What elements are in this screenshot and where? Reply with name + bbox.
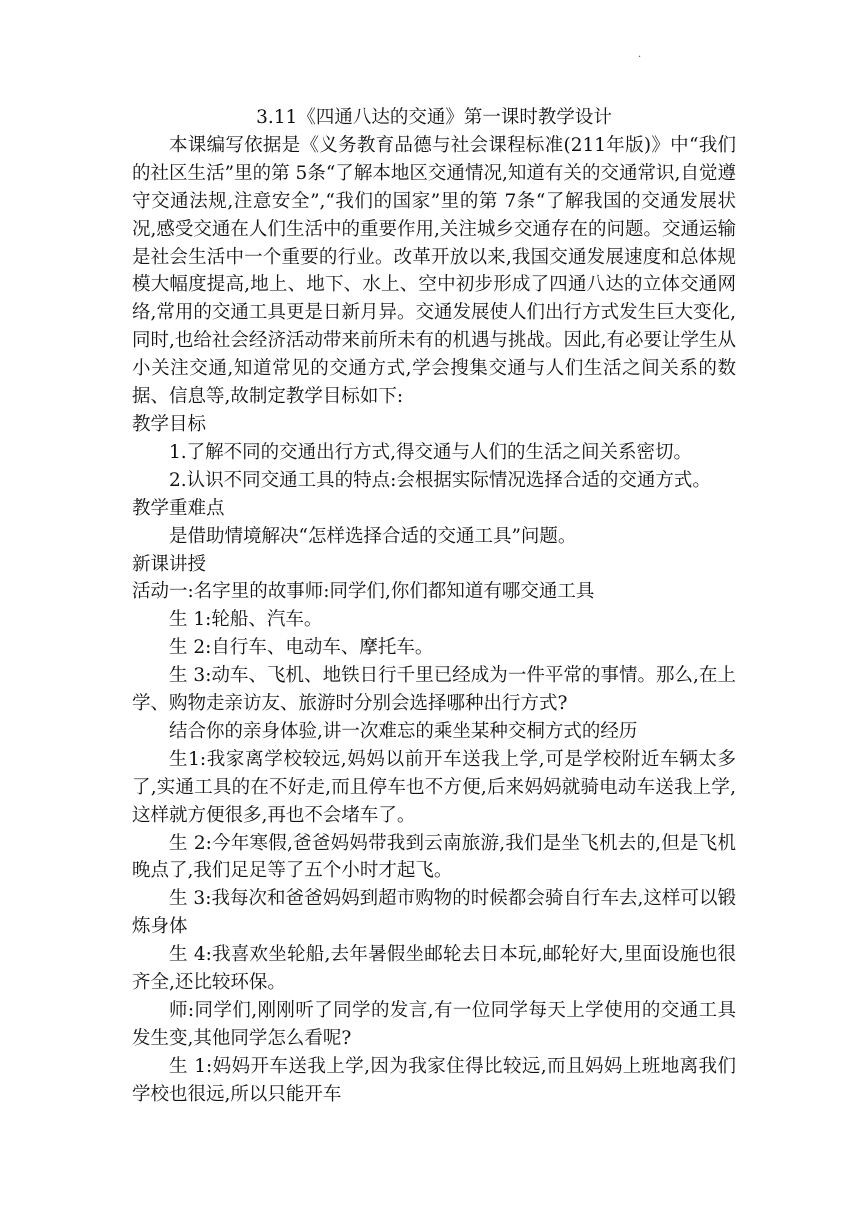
goal-item-2: 2.认识不同交通工具的特点:会根据实际情况选择合适的交通方式。 bbox=[169, 469, 711, 491]
dialogue-line: 生 3:动车、飞机、地铁日行千里已经成为一件平常的事情。那么,在上学、购物走亲访友、旅游时分别会选择哪种出行方式? bbox=[132, 665, 736, 715]
corner-mark: · bbox=[638, 52, 642, 63]
document-page bbox=[132, 104, 736, 1109]
dialogue-line: 生 3:我每次和爸爸妈妈到超市购物的时候都会骑自行车去,这样可以锻炼身体 bbox=[132, 888, 736, 938]
dialogue-line: 生1:我家离学校较远,妈妈以前开车送我上学,可是学校附近车辆太多了,实通工具的在不好走,而且停车也不方便,后来妈妈就骑电动车送我上学,这样就方便很多,再也不会堵车了。 bbox=[132, 748, 736, 826]
dialogue-line: 生 1:妈妈开车送我上学,因为我家住得比较远,而且妈妈上班地离我们学校也很远,所以只能开车 bbox=[132, 1055, 736, 1105]
lesson-heading: 新课讲授 bbox=[132, 553, 207, 575]
dialogue-line: 生 2:自行车、电动车、摩托车。 bbox=[169, 637, 434, 659]
goal-item-1: 1.了解不同的交通出行方式,得交通与人们的生活之间关系密切。 bbox=[169, 441, 693, 463]
activity-heading: 活动一:名字里的故事师:同学们,你们都知道有哪交通工具 bbox=[132, 581, 595, 603]
difficulty-heading: 教学重难点 bbox=[132, 497, 225, 519]
dialogue-line: 生 4:我喜欢坐轮船,去年暑假坐邮轮去日本玩,邮轮好大,里面设施也很齐全,还比较环保。 bbox=[132, 944, 736, 994]
dialogue-line: 结合你的亲身体验,讲一次难忘的乘坐某种交桐方式的经历 bbox=[169, 720, 638, 742]
document-title: 3.11《四通八达的交通》第一课时教学设计 bbox=[256, 107, 612, 128]
dialogue-line: 生 1:轮船、汽车。 bbox=[169, 609, 323, 631]
dialogue-line: 生 2:今年寒假,爸爸妈妈带我到云南旅游,我们是坐飞机去的,但是飞机晚点了,我们足足等了五个小时才起飞。 bbox=[132, 832, 736, 882]
intro-paragraph: 本课编写依据是《义务教育品德与社会课程标准(211年版)》中“我们的社区生活”里的第 5条“了解本地区交通情况,知道有关的交通常识,自觉遵守交通法规,注意安全”,“我们的国家”里的第 7条“了解我国的交通发展状况,感受交通在人们生活中的重要作用,关注城乡交通存在的问题。交通运输是社会生活中一个重要的行业。改革开放以来,我国交通发展速度和总体规模大幅度提高,地上、地下、水上、空中初步形成了四通八达的立体交通网络,常用的交通工具更是日新月异。交通发展使人们出行方式发生巨大变化,同时,也给社会经济活动带来前所未有的机遇与挑战。因此,有必要让学生从小关注交通,知道常见的交通方式,学会搜集交通与人们生活之间关系的数据、信息等,故制定教学目标如下: bbox=[132, 134, 736, 408]
dialogue-line: 师:同学们,刚刚听了同学的发言,有一位同学每天上学使用的交通工具发生变,其他同学怎么看呢? bbox=[132, 1000, 736, 1049]
difficulty-paragraph: 是借助情境解决“怎样选择合适的交通工具”问题。 bbox=[169, 525, 577, 547]
goals-heading: 教学目标 bbox=[132, 413, 207, 435]
